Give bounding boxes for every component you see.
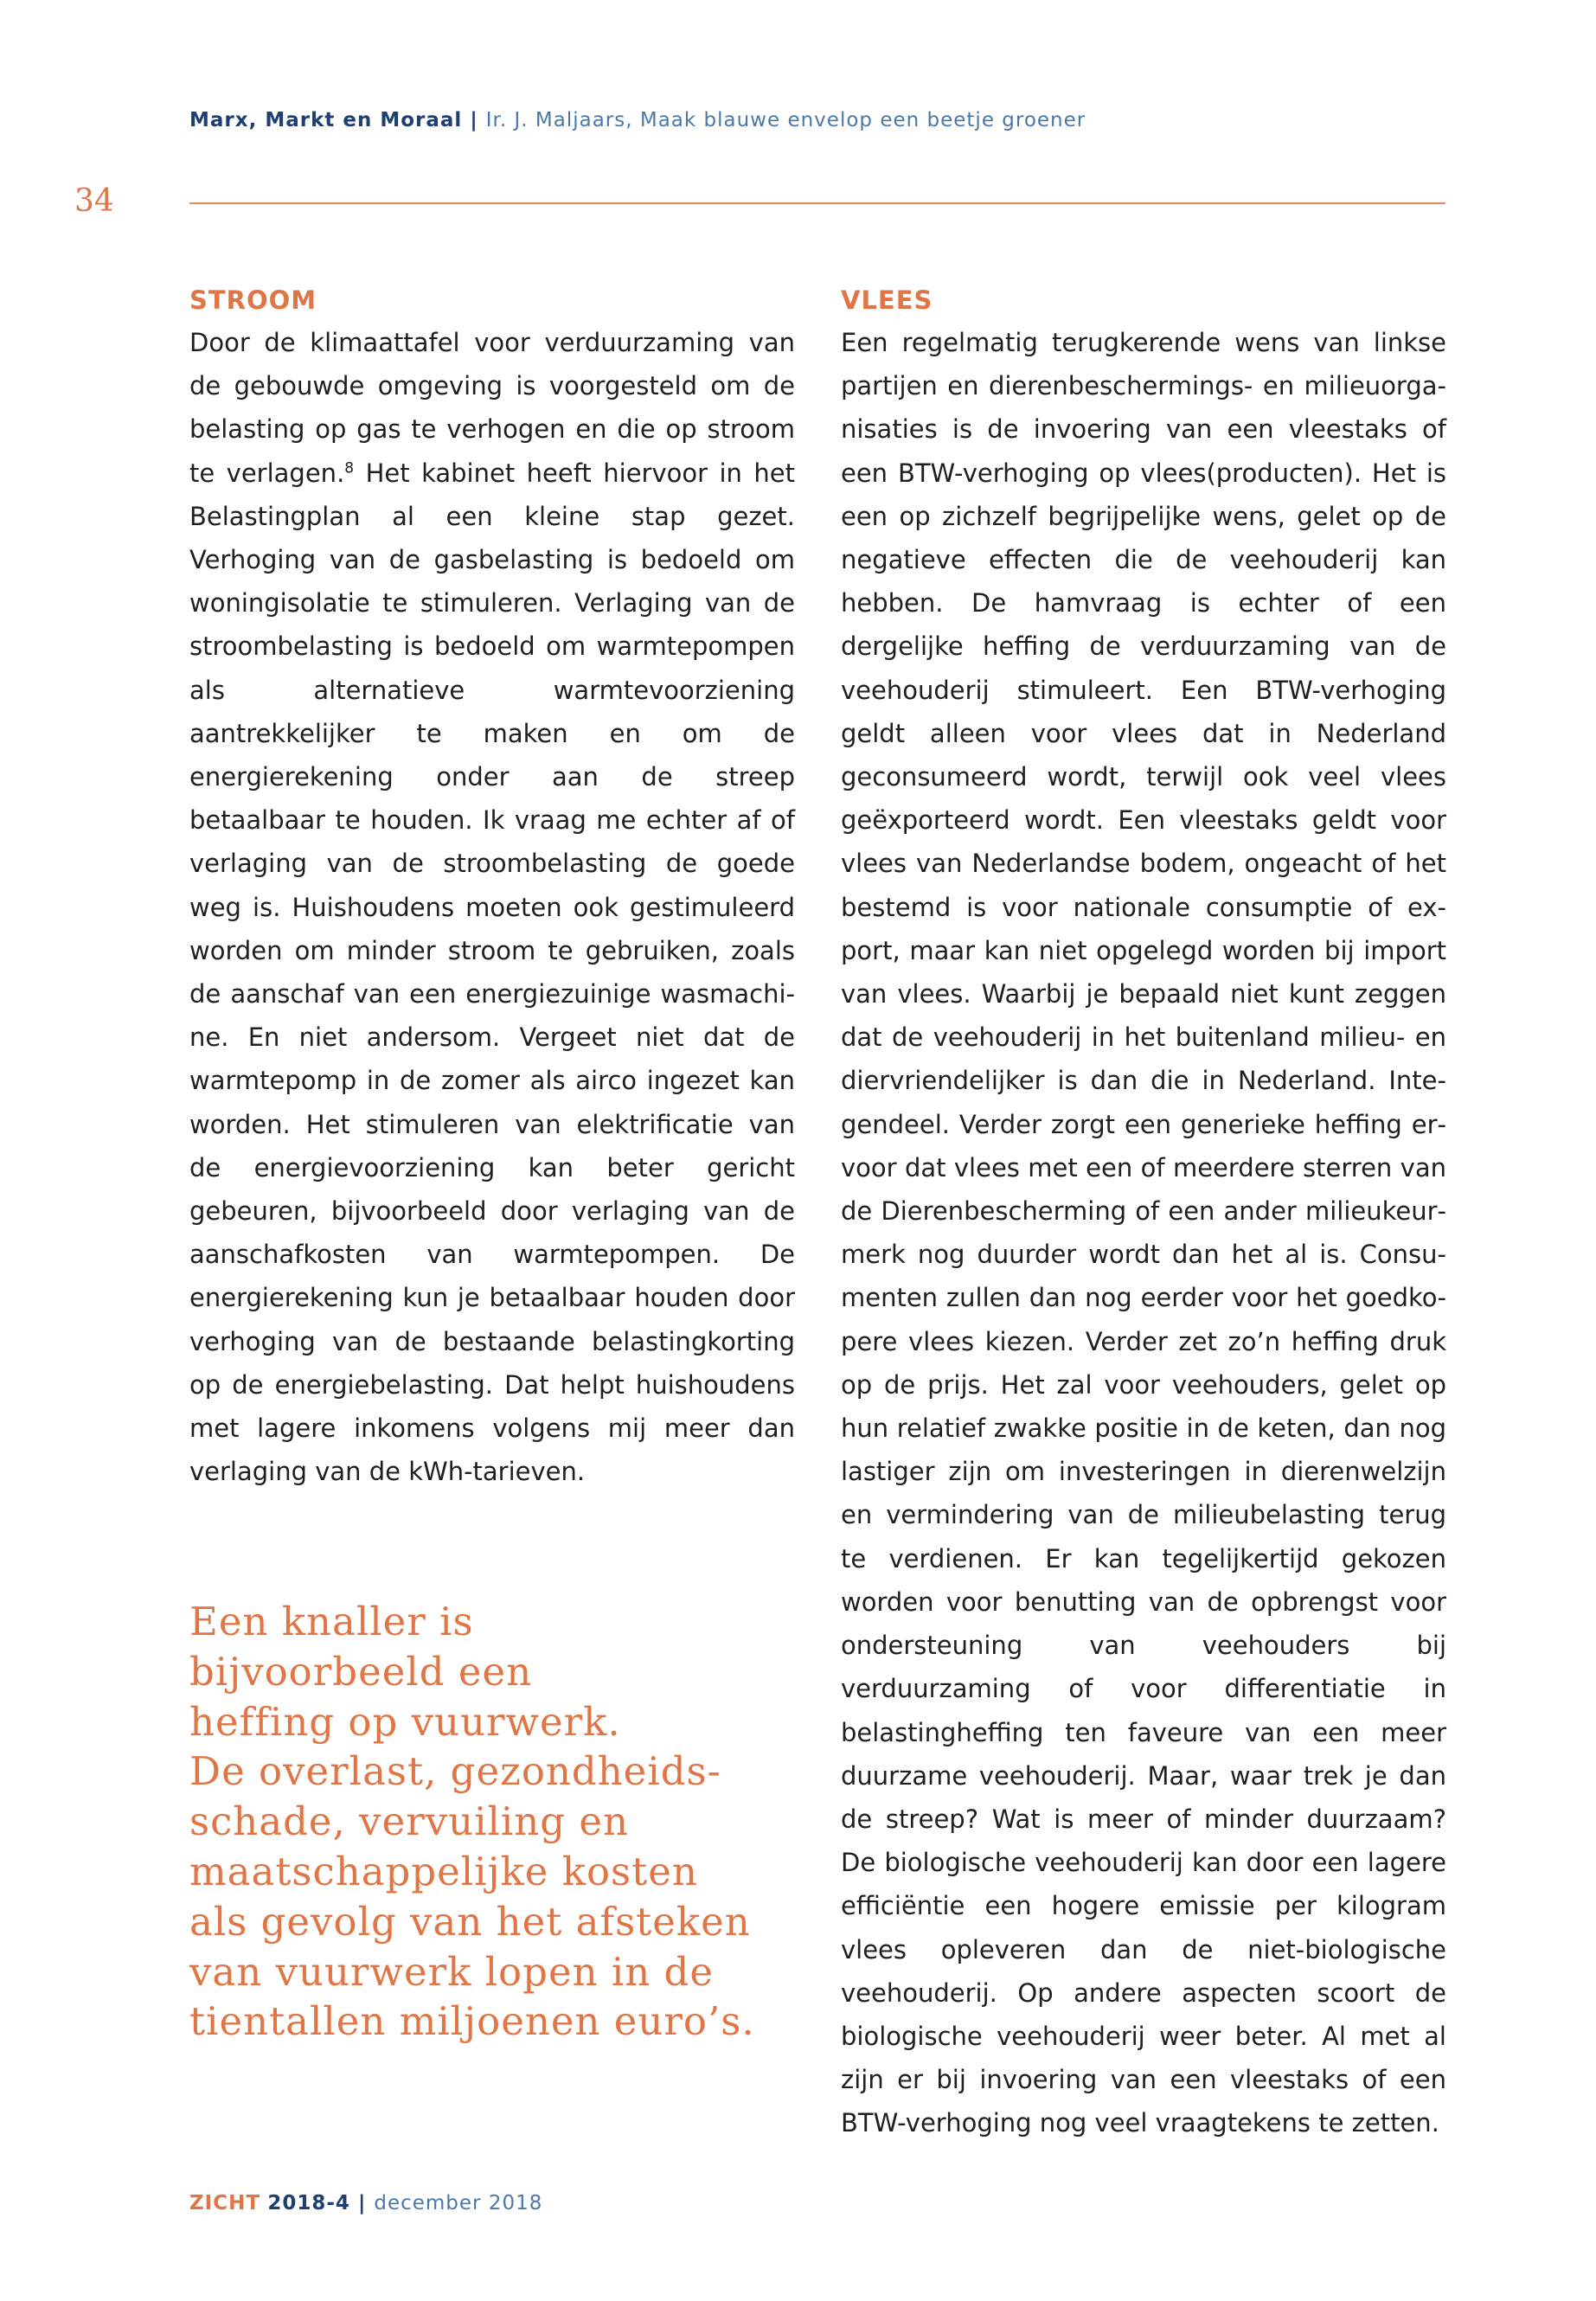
page-footer (189, 2192, 542, 2214)
footnote-reference: 8 (344, 458, 355, 477)
issue-date: december 2018 (374, 2192, 543, 2214)
issue-number: 2018-4 (267, 2192, 350, 2214)
pull-quote-line: bijvoorbeeld een (189, 1648, 533, 1695)
pull-quote (189, 1597, 847, 2047)
publication-title: Marx, Markt en Moraal (189, 109, 463, 131)
footer-separator: | (357, 2192, 367, 2214)
section-heading-stroom: STROOM (189, 285, 317, 315)
pull-quote-line: tientallen miljoenen euro’s. (189, 1998, 755, 2045)
body-text-vlees: Een regelmatig terugkerende wens van linkse partijen en dierenbeschermings- en milieuorganisaties is de invoering van een vleestaks of een BTW-verhoging op vlees(producten). Het is een op zichzelf begrijpelijke wens, gelet op de negatieve effecten die de veehouderij kan hebben. De hamvraag is echter of een dergelijke heffing de verduurzaming van de veehouderij stimuleert. Een BTW-verhoging geldt alleen voor vlees dat in Nederland geconsumeerd wordt, terwijl ook veel vlees geëxporteerd wordt. Een vleestaks geldt voor vlees van Nederlandse bodem, ongeacht of het bestemd is voor nationale consumptie of export, maar kan niet opgelegd worden bij import van vlees. Waarbij je bepaald niet kunt zeggen dat de veehouderij in het buitenland milieu- en diervriendelijker is dan die in Nederland. Integendeel. Verder zorgt een generieke heffing ervoor dat vlees met een of meerdere sterren van de Dierenbescherming of een ander milieukeurmerk nog duurder wordt dan het al is. Consumenten zullen dan nog eerder voor het goedkopere vlees kiezen. Verder zet zo’n heffing druk op de prijs. Het zal voor veehouders, gelet op hun relatief zwakke positie in de keten, dan nog lastiger zijn om investeringen in dierenwelzijn en vermindering van de milieubelasting terug te verdienen. Er kan tegelijkertijd gekozen worden voor benutting van de opbrengst voor ondersteuning van veehouders bij verduurzaming of voor differentiatie in belastingheffing ten faveure van een meer duurzame veehouderij. Maar, waar trek je dan de streep? Wat is meer of minder duurzaam? De biologische veehouderij kan door een lagere efficiëntie een hogere emissie per kilogram vlees opleveren dan de niet-biologische veehouderij. Op andere aspecten scoort de biologische veehouderij weer beter. Al met al zijn er bij invoering van een vleestaks of een BTW-verhoging nog veel vraagtekens te zetten. (841, 328, 1446, 2138)
pull-quote-line: maatschappelijke kosten (189, 1848, 698, 1894)
right-column (841, 278, 1446, 2145)
pull-quote-line: heffing op vuurwerk. (189, 1698, 621, 1745)
running-header (189, 109, 1086, 131)
pull-quote-line: Een knaller is (189, 1599, 474, 1644)
page-number: 34 (74, 183, 114, 219)
pull-quote-line: schade, vervuiling en (189, 1798, 630, 1845)
body-text-part: Door de klimaattafel voor verduurzaming van de gebouwde omgeving is voorgesteld om de belasting op gas te verhogen en die op stroom te verlagen. (189, 328, 795, 488)
pull-quote-line: De overlast, gezondheids- (189, 1748, 721, 1795)
pull-quote-line: van vuurwerk lopen in de (189, 1948, 714, 1995)
body-text-part: Het kabinet heeft hiervoor in het Belastingplan al een kleine stap gezet. Verhoging van de gasbelasting is bedoeld om woningisolatie te stimuleren. Verlaging van de stroombelasting is bedoeld om warmtepompen als alternatieve warmtevoorziening aantrekkelijker te maken en om de energierekening onder aan de streep betaalbaar te houden. Ik vraag me echter af of verlaging van de stroombelasting de goede weg is. Huishoudens moeten ook gestimuleerd worden om minder stroom te gebruiken, zoals de aanschaf van een energiezuinige wasmachine. En niet andersom. Vergeet niet dat de warmtepomp in de zomer als airco ingezet kan worden. Het stimuleren van elektrificatie van de energievoorziening kan beter gericht gebeuren, bijvoorbeeld door verlaging van de aanschafkosten van warmtepompen. De energierekening kun je betaalbaar houden door verhoging van de bestaande belastingkorting op de energiebelasting. Dat helpt huishoudens met lagere inkomens volgens mij meer dan verlaging van de kWh-tarieven. (189, 458, 795, 1487)
header-rule (189, 202, 1445, 204)
header-separator: | (470, 109, 478, 131)
pull-quote-line: als gevolg van het afsteken (189, 1898, 751, 1945)
body-text-stroom (189, 321, 795, 1493)
magazine-brand: ZICHT (189, 2192, 261, 2214)
left-column (189, 278, 795, 1493)
section-heading-vlees: VLEES (841, 285, 933, 315)
article-title: Ir. J. Maljaars, Maak blauwe envelop een beetje groener (485, 109, 1086, 131)
